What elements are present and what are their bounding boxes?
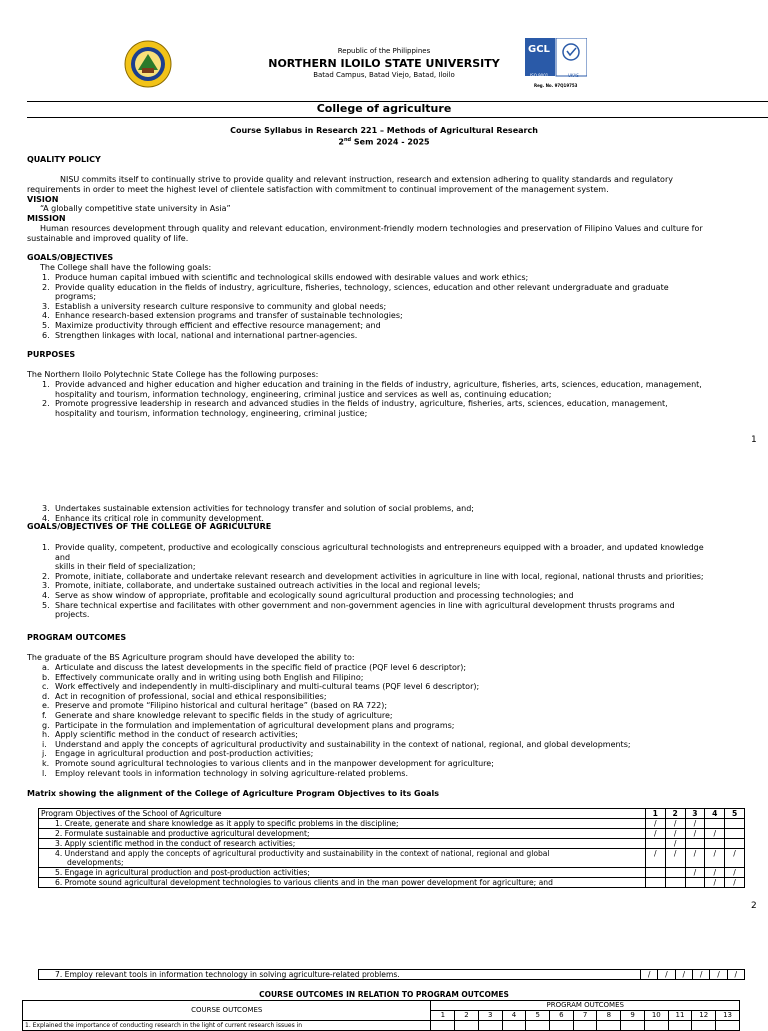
purposes-list-continued: [42, 504, 474, 523]
program-outcomes-col-header: PROGRAM OUTCOMES: [431, 1001, 740, 1011]
college-title: College of agriculture: [316, 102, 452, 115]
list-item: skills in their field of specialization;: [55, 562, 196, 572]
list-item: h. Apply scientific method in the conduct of research activities;: [42, 730, 298, 740]
list-item: 2. Provide quality education in the fields of industry, agriculture, fisheries, technology, sciences, education and other relevant undergraduate and graduate: [42, 282, 669, 292]
list-item: i. Understand and apply the concepts of agricultural productivity and sustainability in the context of national, regional, and global developments;: [42, 739, 631, 749]
college-goals-list: [42, 543, 704, 620]
quality-policy-heading: QUALITY POLICY: [27, 155, 101, 164]
campus-address: Batad Campus, Batad Viejo, Batad, Iloilo: [313, 71, 455, 79]
course-outcomes-heading: COURSE OUTCOMES IN RELATION TO PROGRAM OUTCOMES: [259, 990, 509, 999]
semester-number: 2: [338, 137, 344, 147]
list-item: 4. Enhance its critical role in community development.: [42, 513, 264, 523]
table-row: 7. Employ relevant tools in information technology in solving agriculture-related problems. / / / / / /: [39, 970, 745, 980]
list-item: projects.: [55, 610, 90, 620]
table-row: 1. Explained the importance of conducting research in the light of current research issues in: [23, 1021, 740, 1031]
goals-intro: The College shall have the following goals:: [40, 263, 212, 272]
table-row: 5. Engage in agricultural production and post-production activities; / / /: [39, 868, 745, 878]
page-number-2: 2: [751, 901, 757, 911]
list-item: 3. Promote, initiate, collaborate, and undertake sustained outreach activities in the local and regional levels;: [42, 581, 481, 591]
semester: [0, 136, 768, 147]
table-header-row: 1 2 3 4 5 6 7 8 9 10 11 12 13: [23, 1011, 740, 1021]
purposes-intro: The Northern Iloilo Polytechnic State College has the following purposes:: [27, 370, 319, 379]
mission-line2: sustainable and improved quality of life.: [27, 234, 189, 243]
list-item: 4. Enhance research-based extension programs and transfer of sustainable technologies;: [42, 311, 403, 321]
list-item: c. Work effectively and independently in multi-disciplinary and multi-cultural teams (PQF level 6 descriptor);: [42, 682, 480, 692]
table-row: 6. Promote sound agricultural development technologies to various clients and in the man power development for agriculture; and / /: [39, 878, 745, 888]
course-outcomes-col-header: COURSE OUTCOMES: [23, 1001, 431, 1021]
mission-line1: Human resources development through quality and relevant education, environment-friendly modern technologies and preservation of Filipino Values and culture for: [40, 224, 703, 233]
semester-years: Sem 2024 - 2025: [351, 137, 430, 147]
purposes-list: [42, 380, 702, 418]
course-title: Course Syllabus in Research 221 – Methods of Agricultural Research: [230, 126, 538, 135]
list-item: 6. Strengthen linkages with local, national and international partner-agencies.: [42, 330, 358, 340]
goals-list: [42, 273, 669, 340]
program-outcomes-heading: PROGRAM OUTCOMES: [27, 633, 127, 642]
goals-heading: GOALS/OBJECTIVES: [27, 253, 114, 262]
semester-suffix: nd: [343, 137, 352, 143]
title-divider: [27, 117, 768, 118]
list-item: and: [55, 552, 71, 562]
mission-heading: MISSION: [27, 214, 66, 223]
list-item: g. Participate in the formulation and implementation of agricultural development plans and programs;: [42, 720, 455, 730]
list-item: 1. Provide advanced and higher education and higher education and training in the fields of industry, agriculture, fisheries, arts, sciences, education, management,: [42, 380, 702, 389]
table-row: 3. Apply scientific method in the conduct of research activities; /: [39, 839, 745, 849]
alignment-matrix-table-continued: [38, 969, 745, 980]
list-item: k. Promote sound agricultural technologies to various clients and in the manpower development for agriculture;: [42, 758, 494, 768]
list-item: 2. Promote progressive leadership in research and advanced studies in the fields of industry, agriculture, fisheries, arts, sciences, education, management,: [42, 399, 668, 409]
quality-policy-line2: requirements in order to meet the highest level of clientele satisfaction with commitment to continual improvement of the management system.: [27, 185, 609, 194]
matrix-col-header: Program Objectives of the School of Agriculture: [39, 809, 646, 819]
list-item: f. Generate and share knowledge relevant to specific fields in the study of agriculture;: [42, 710, 393, 720]
quality-policy-line1: NISU commits itself to continually strive to provide quality and relevant instruction, research and extension adhering to quality standards and regulatory: [60, 175, 673, 184]
list-item: 5. Share technical expertise and facilitates with other government and non-government agencies in line with agricultural development thrusts programs and: [42, 600, 675, 610]
list-item: hospitality and tourism, information technology, engineering, criminal justice and services as well as, continuing education;: [55, 389, 552, 399]
program-outcomes-list: [42, 663, 631, 778]
program-outcomes-intro: The graduate of the BS Agriculture program should have developed the ability to:: [27, 653, 355, 662]
university-name: NORTHERN ILOILO STATE UNIVERSITY: [268, 57, 500, 70]
table-row: 2. Formulate sustainable and productive agricultural development; / / / /: [39, 829, 745, 839]
matrix-heading: Matrix showing the alignment of the College of Agriculture Program Objectives to its Goals: [27, 789, 440, 798]
college-goals-heading: GOALS/OBJECTIVES OF THE COLLEGE OF AGRICULTURE: [27, 522, 272, 531]
list-item: 1. Provide quality, competent, productive and ecologically conscious agricultural technologists and entrepreneurs equipped with a broader, and updated knowledge: [42, 543, 704, 552]
list-item: 4. Serve as show window of appropriate, profitable and ecologically sound agricultural production and processing technologies; and: [42, 590, 574, 600]
list-item: 5. Maximize productivity through efficient and effective resource management; and: [42, 320, 381, 330]
reg-number: Reg. No. 97Q19753: [534, 83, 578, 88]
cert-iso: ISO 9001: [530, 73, 549, 78]
table-row: 1. Create, generate and share knowledge as it apply to specific problems in the discipline; / / /: [39, 819, 745, 829]
alignment-matrix-table: [38, 808, 745, 888]
list-item: 3. Undertakes sustainable extension activities for technology transfer and solution of social problems, and;: [42, 504, 474, 513]
page-number-1: 1: [751, 435, 757, 445]
table-row: 4. Understand and apply the concepts of agricultural productivity and sustainability in the context of national, regional and global developments; / / / / /: [39, 849, 745, 868]
list-item: j. Engage in agricultural production and post-production activities;: [42, 749, 314, 759]
list-item: 3. Establish a university research culture responsive to community and global needs;: [42, 301, 387, 311]
list-item: 2. Promote, initiate, collaborate and undertake relevant research and development activities in agriculture in line with local, regional, national thrusts and priorities;: [42, 571, 704, 581]
cert-brand: GCL: [528, 44, 550, 55]
cert-ukas: UKAS: [568, 73, 579, 78]
purposes-heading: PURPOSES: [27, 350, 76, 359]
list-item: e. Preserve and promote “Filipino historical and cultural heritage” (based on RA 722);: [42, 701, 388, 711]
republic-text: Republic of the Philippines: [337, 47, 431, 55]
list-item: l. Employ relevant tools in information technology in solving agriculture-related problems.: [42, 768, 408, 778]
list-item: hospitality and tourism, information technology, engineering, criminal justice;: [55, 408, 368, 418]
list-item: programs;: [55, 292, 97, 302]
list-item: b. Effectively communicate orally and in writing using both English and Filipino;: [42, 672, 364, 682]
list-item: a. Articulate and discuss the latest developments in the specific field of practice (PQF level 6 descriptor);: [42, 663, 467, 672]
list-item: 1. Produce human capital imbued with scientific and technological skills endowed with desirable values and work ethics;: [42, 273, 529, 282]
course-outcomes-table: [22, 1000, 740, 1031]
list-item: d. Act in recognition of professional, social and ethical responsibilities;: [42, 691, 327, 701]
table-header-row: Program Objectives of the School of Agriculture 1 2 3 4 5: [39, 809, 745, 819]
vision-heading: VISION: [27, 195, 59, 204]
vision-text: “A globally competitive state university in Asia”: [40, 204, 231, 213]
